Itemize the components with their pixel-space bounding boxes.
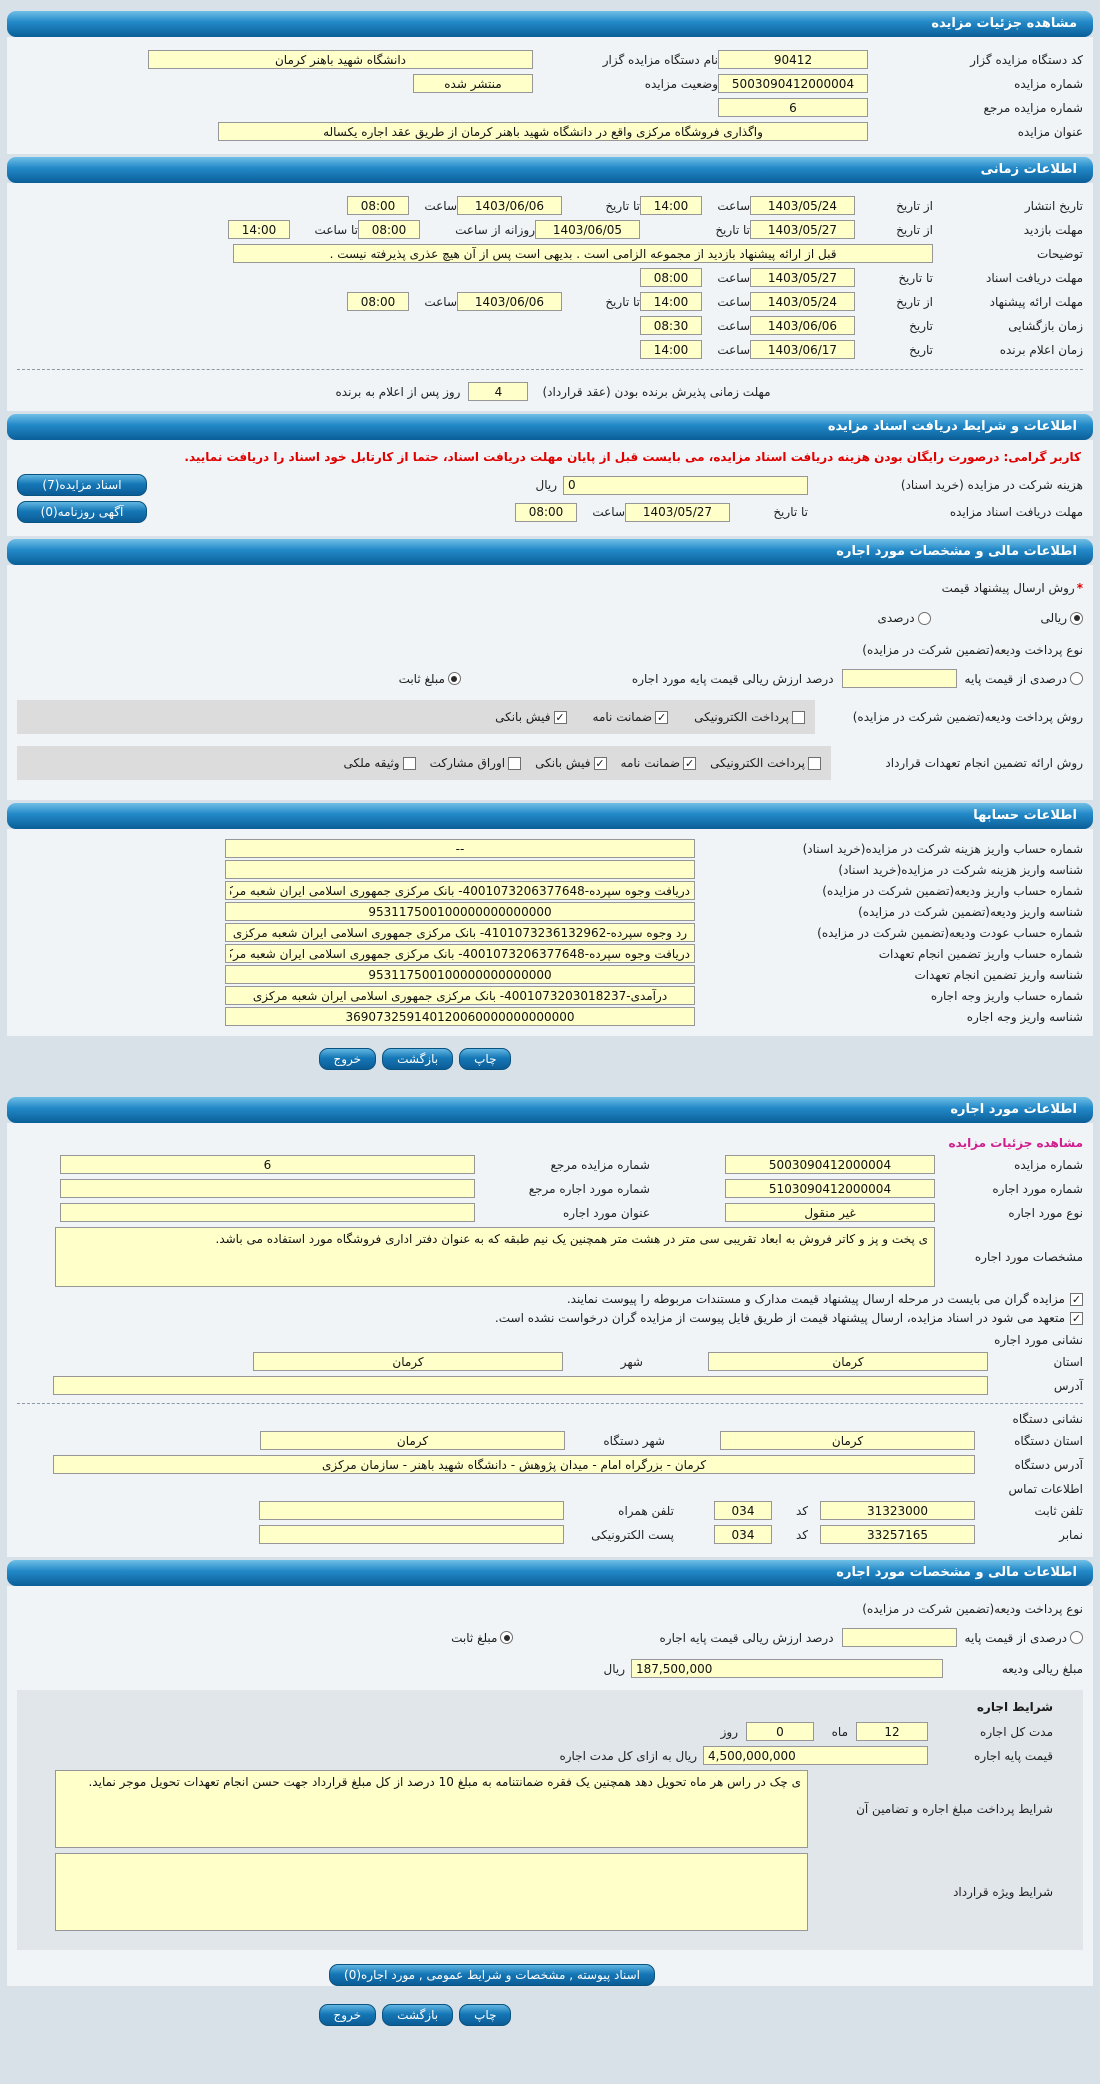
fixed-amount-2-label: مبلغ ثابت — [451, 1630, 498, 1645]
price-percent-option — [878, 611, 931, 625]
auction-number-field[interactable] — [718, 74, 868, 93]
exit-button[interactable]: خروج — [319, 1048, 377, 1070]
auction-view-page — [0, 11, 1100, 2026]
guarantee-method-label: روش ارائه تضمین انجام تعهدات قرارداد — [885, 756, 1083, 770]
lease-item-number-row — [17, 1179, 1083, 1198]
section-header-accounts: اطلاعات حسابها — [7, 803, 1093, 829]
lease-item-number-field[interactable] — [725, 1179, 935, 1198]
rial-radio-label: ریالی — [1040, 611, 1067, 625]
account-row-field[interactable] — [225, 986, 695, 1005]
fixed-amount-2-radio[interactable] — [500, 1631, 513, 1644]
account-row — [17, 902, 1083, 921]
account-row-label: شماره حساب واریز وجه اجاره — [930, 988, 1083, 1003]
deposit-method-label: روش پرداخت ودیعه(تضمین شرکت در مزایده) — [852, 710, 1083, 724]
fee-unit-label: ریال — [535, 478, 557, 492]
auction-status-field[interactable] — [413, 74, 533, 93]
publish-to-time-field[interactable] — [347, 196, 409, 215]
item-province-field[interactable] — [708, 1352, 988, 1371]
guarantee-property-option — [344, 756, 416, 770]
price-rial-option — [1041, 611, 1083, 625]
deposit-guarantee-letter-label: ضمانت نامه — [592, 710, 653, 724]
deposit-fixed-2-option — [451, 1631, 513, 1645]
phone-code-field[interactable] — [714, 1501, 772, 1520]
phone-field[interactable] — [820, 1501, 975, 1520]
item-address-label: آدرس — [1053, 1378, 1083, 1393]
bottom-actions — [0, 2004, 830, 2026]
visit-to-date-field[interactable] — [535, 220, 640, 239]
documents-warning: کاربر گرامی: درصورت رایگان بودن هزینه دریافت اسناد مزایده، می بایست قبل از پایان مهلت دریافت اسناد، حتما از کارتابل خود اسناد را دریافت نمایید. — [184, 450, 1081, 464]
guarantee-property-checkbox[interactable] — [403, 757, 416, 770]
lease-item-type-label: نوع مورد اجاره — [1008, 1205, 1083, 1220]
winner-row — [17, 340, 1083, 359]
payment-terms-label: شرایط پرداخت مبلغ اجاره و تضامین آن — [856, 1802, 1053, 1816]
lease-item-reference-field[interactable] — [60, 1179, 475, 1198]
deposit-electronic-checkbox[interactable] — [792, 711, 805, 724]
deposit-amount-label: مبلغ ریالی ودیعه — [1001, 1661, 1083, 1676]
guarantee-electronic-option — [710, 756, 821, 770]
account-row-label: شماره حساب واریز هزینه شرکت در مزایده(خرید اسناد) — [802, 841, 1083, 856]
guarantee-bank-receipt-label: فیش بانکی — [535, 756, 591, 770]
duration-days-field[interactable] — [746, 1722, 814, 1741]
price-options-row — [17, 611, 1083, 625]
deposit-percent-2-option — [965, 1631, 1083, 1645]
acceptance-row — [17, 370, 1083, 403]
mobile-field[interactable] — [259, 1501, 564, 1520]
guarantee-electronic-label: پرداخت الکترونیکی — [710, 756, 805, 770]
auction-documents-button[interactable]: اسناد مزایده(7) — [17, 474, 147, 496]
offer-row — [17, 292, 1083, 311]
fax-label: نمابر — [1059, 1527, 1083, 1542]
guarantee-method-band — [17, 746, 831, 780]
account-row — [17, 860, 1083, 879]
deposit-percent-2-field[interactable] — [842, 1628, 957, 1647]
guarantee-bonds-label: اوراق مشارکت — [429, 756, 506, 770]
account-row-label: شماره حساب واریز ودیعه(تضمین شرکت در مزایده) — [822, 883, 1083, 898]
notes-label: توضیحات — [1036, 246, 1083, 261]
visit-daily-label: روزانه از ساعت — [455, 222, 535, 237]
deposit-amount-unit: ریال — [603, 1661, 625, 1676]
documents-panel — [7, 440, 1093, 536]
offer-from-time-field[interactable] — [640, 292, 702, 311]
mobile-label: تلفن همراه — [618, 1503, 674, 1518]
auction-number-row — [17, 74, 1083, 93]
publish-to-date-field[interactable] — [457, 196, 562, 215]
special-terms-textarea[interactable] — [55, 1853, 808, 1931]
agency-city-label: شهر دستگاه — [603, 1433, 665, 1448]
offer-from-date-field[interactable] — [750, 292, 855, 311]
agency-province-field[interactable] — [720, 1431, 975, 1450]
fixed-amount-label: مبلغ ثابت — [398, 671, 445, 686]
account-row-label: شناسه واریز تضمین انجام تعهدات — [914, 967, 1083, 982]
deposit-fixed-option — [399, 672, 461, 686]
publish-to-hour-label: ساعت — [424, 198, 457, 213]
account-row — [17, 923, 1083, 942]
deposit-percent-option — [965, 672, 1083, 686]
details-link-row — [17, 1136, 1083, 1150]
deposit-type-2-row — [17, 1602, 1083, 1616]
account-row — [17, 1007, 1083, 1026]
account-row — [17, 986, 1083, 1005]
account-row — [17, 944, 1083, 963]
deposit-percent-label: درصدی از قیمت پایه — [964, 671, 1067, 686]
offer-label: مهلت ارائه پیشنهاد — [989, 294, 1083, 309]
view-auction-details-link[interactable]: مشاهده جزئیات مزایده — [948, 1136, 1083, 1150]
price-method-row — [17, 581, 1083, 595]
visit-from-date-field[interactable] — [750, 220, 855, 239]
documents-deadline-date-field[interactable] — [625, 503, 730, 522]
opening-date-label: تاریخ — [909, 318, 933, 333]
offer-from-label: از تاریخ — [896, 294, 933, 309]
fax-code-label: کد — [795, 1527, 808, 1542]
email-label: پست الکترونیکی — [591, 1527, 674, 1542]
agency-code-label: کد دستگاه مزایده گزار — [970, 52, 1083, 67]
special-terms-row — [31, 1853, 1053, 1931]
documents-deadline-to-label: تا تاریخ — [773, 505, 808, 519]
accounts-panel — [7, 829, 1093, 1036]
duration-months-field[interactable] — [856, 1722, 928, 1741]
publish-row — [17, 196, 1083, 215]
lease-terms-panel — [17, 1690, 1083, 1950]
doc-deadline-date-field[interactable] — [750, 268, 855, 287]
visit-until-label: تا ساعت — [314, 222, 358, 237]
deposit-type-label: نوع پرداخت ودیعه(تضمین شرکت در مزایده) — [862, 643, 1083, 657]
phone-label: تلفن ثابت — [1034, 1503, 1083, 1518]
deposit-amount-row — [17, 1659, 1083, 1678]
email-field[interactable] — [259, 1525, 564, 1544]
guarantee-letter-label: ضمانت نامه — [620, 756, 681, 770]
lease-item-type-field[interactable] — [725, 1203, 935, 1222]
offer-to-label: تا تاریخ — [605, 294, 640, 309]
fax-field[interactable] — [820, 1525, 975, 1544]
duration-label: مدت کل اجاره — [980, 1724, 1053, 1739]
percent-radio-label: درصدی — [877, 611, 915, 625]
account-row-label: شماره حساب عودت ودیعه(تضمین شرکت در مزایده) — [817, 925, 1083, 940]
lease-item-title-label: عنوان مورد اجاره — [562, 1205, 650, 1220]
deposit-percent-2-radio[interactable] — [1070, 1631, 1083, 1644]
notes-row — [17, 244, 1083, 263]
guarantee-bank-receipt-checkbox[interactable] — [594, 757, 607, 770]
agency-code-field[interactable] — [718, 50, 868, 69]
acceptance-suffix: روز پس از اعلام به برنده — [335, 384, 461, 399]
item-province-label: استان — [1053, 1354, 1083, 1369]
lease-specs-row — [17, 1227, 1083, 1287]
rial-radio[interactable] — [1070, 612, 1083, 625]
winner-time-field[interactable] — [640, 340, 702, 359]
winner-date-field[interactable] — [750, 340, 855, 359]
deposit-percent-2-label: درصدی از قیمت پایه — [964, 1630, 1067, 1645]
duration-months-label: ماه — [831, 1724, 848, 1739]
publish-from-label: از تاریخ — [896, 198, 933, 213]
duration-row — [31, 1722, 1053, 1741]
visit-from-time-field[interactable] — [358, 220, 420, 239]
agency-address-row — [17, 1455, 1083, 1474]
lease-auction-reference-label: شماره مزایده مرجع — [550, 1157, 650, 1172]
percent-radio[interactable] — [918, 612, 931, 625]
visit-to-label: تا تاریخ — [715, 222, 750, 237]
price-method-label: روش ارسال پیشنهاد قیمت — [941, 581, 1075, 595]
section-header-timing: اطلاعات زمانی — [7, 157, 1093, 183]
offer-to-hour-label: ساعت — [424, 294, 457, 309]
item-city-field[interactable] — [253, 1352, 563, 1371]
deposit-options-row — [17, 669, 1083, 688]
doc-deadline-time-field[interactable] — [640, 268, 702, 287]
account-row-label: شناسه واریز ودیعه(تضمین شرکت در مزایده) — [858, 904, 1083, 919]
deposit-percent-field[interactable] — [842, 669, 957, 688]
account-row — [17, 881, 1083, 900]
deposit-electronic-option — [694, 710, 805, 724]
account-row — [17, 965, 1083, 984]
base-price-label: قیمت پایه اجاره — [974, 1748, 1053, 1763]
primary-actions — [0, 1048, 830, 1070]
deposit-guarantee-letter-option — [593, 710, 669, 724]
block-gap — [0, 1080, 1100, 1094]
agency-address-section-label: نشانی دستگاه — [1012, 1412, 1083, 1426]
documents-deadline-label: مهلت دریافت اسناد مزایده — [949, 505, 1083, 519]
account-row-field[interactable] — [225, 923, 695, 942]
doc-deadline-to-label: تا تاریخ — [898, 270, 933, 285]
lease-terms-title: شرایط اجاره — [976, 1700, 1053, 1714]
base-price-field[interactable] — [703, 1746, 928, 1765]
account-row-field[interactable] — [225, 944, 695, 963]
no-file-checkbox[interactable] — [1070, 1312, 1083, 1325]
publish-from-date-field[interactable] — [750, 196, 855, 215]
back-button[interactable]: بازگشت — [382, 1048, 453, 1070]
guarantee-bonds-option — [430, 756, 521, 770]
fax-code-field[interactable] — [714, 1525, 772, 1544]
payment-terms-textarea[interactable] — [55, 1770, 808, 1848]
documents-deadline-time-field[interactable] — [515, 503, 577, 522]
base-price-row — [31, 1746, 1053, 1765]
item-city-label: شهر — [620, 1354, 643, 1369]
doc-deadline-hour-label: ساعت — [717, 270, 750, 285]
item-address-province-row — [17, 1352, 1083, 1371]
no-file-note-text: متعهد می شود در اسناد مزایده، ارسال پیشنهاد قیمت از طریق فایل پیوست از مزایده گران درخواست نشده است. — [494, 1311, 1065, 1325]
timing-panel — [7, 183, 1093, 411]
account-row-label: شناسه واریز وجه اجاره — [966, 1009, 1083, 1024]
agency-city-field[interactable] — [260, 1431, 565, 1450]
offer-to-date-field[interactable] — [457, 292, 562, 311]
phone-row — [17, 1501, 1083, 1520]
fee-field[interactable] — [563, 476, 808, 495]
account-row-label: شماره حساب واریز تضمین انجام تعهدات — [878, 946, 1083, 961]
visit-label: مهلت بازدید — [1023, 222, 1083, 237]
account-row-label: شناسه واریز هزینه شرکت در مزایده(خرید اسناد) — [838, 862, 1083, 877]
account-row-field[interactable] — [225, 839, 695, 858]
deposit-type-row — [17, 643, 1083, 657]
deposit-bank-receipt-checkbox[interactable] — [554, 711, 567, 724]
offer-from-hour-label: ساعت — [717, 294, 750, 309]
deposit-method-row — [17, 700, 1083, 734]
attach-docs-note-text: مزایده گران می بایست در مرحله ارسال پیشنهاد قیمت مدارک و مستندات مربوطه را پیوست نمایند. — [566, 1292, 1065, 1306]
base-price-unit: ریال به ازای کل مدت اجاره — [559, 1748, 697, 1763]
auction-details-panel — [7, 37, 1093, 154]
section-header-documents: اطلاعات و شرایط دریافت اسناد مزایده — [7, 414, 1093, 440]
publish-label: تاریخ انتشار — [1024, 198, 1083, 213]
exit-button-bottom[interactable]: خروج — [319, 2004, 377, 2026]
lease-item-type-row — [17, 1203, 1083, 1222]
reference-number-label: شماره مزایده مرجع — [983, 100, 1083, 115]
guarantee-letter-option — [621, 756, 697, 770]
auction-number-label: شماره مزایده — [1014, 76, 1083, 91]
publish-from-time-field[interactable] — [640, 196, 702, 215]
auction-title-row — [17, 122, 1083, 141]
deposit-electronic-label: پرداخت الکترونیکی — [694, 710, 789, 724]
lease-auction-number-field[interactable] — [725, 1155, 935, 1174]
lease-auction-number-row — [17, 1155, 1083, 1174]
lease-item-panel — [7, 1123, 1093, 1557]
attach-docs-checkbox[interactable] — [1070, 1293, 1083, 1306]
offer-to-time-field[interactable] — [347, 292, 409, 311]
special-terms-label: شرایط ویژه قرارداد — [953, 1885, 1053, 1899]
print-button-bottom[interactable]: چاپ — [459, 2004, 511, 2026]
contact-section-label: اطلاعات تماس — [1008, 1482, 1083, 1496]
winner-label: زمان اعلام برنده — [999, 342, 1083, 357]
section-header-lease-item: اطلاعات مورد اجاره — [7, 1097, 1093, 1123]
deposit-options-2-row — [17, 1628, 1083, 1647]
item-address-field[interactable] — [53, 1376, 988, 1395]
fixed-amount-radio[interactable] — [448, 672, 461, 685]
lease-specs-label: مشخصات مورد اجاره — [974, 1250, 1083, 1264]
lease-specs-textarea[interactable] — [55, 1227, 935, 1287]
agency-row — [17, 50, 1083, 69]
no-file-note-row — [17, 1311, 1083, 1325]
fee-label: هزینه شرکت در مزایده (خرید اسناد) — [900, 478, 1083, 492]
lease-item-number-label: شماره مورد اجاره — [992, 1181, 1083, 1196]
opening-hour-label: ساعت — [717, 318, 750, 333]
deposit-percent-2-suffix: درصد ارزش ریالی قیمت پایه اجاره — [659, 1630, 834, 1645]
auction-status-label: وضعیت مزایده — [644, 76, 718, 91]
guarantee-property-label: وثیقه ملکی — [343, 756, 400, 770]
lease-item-reference-label: شماره مورد اجاره مرجع — [528, 1181, 650, 1196]
guarantee-bank-receipt-option — [535, 756, 606, 770]
payment-terms-row — [31, 1770, 1053, 1848]
lease-item-title-field[interactable] — [60, 1203, 475, 1222]
item-address-row — [17, 1376, 1083, 1395]
visit-from-label: از تاریخ — [896, 222, 933, 237]
visit-row — [17, 220, 1083, 239]
winner-hour-label: ساعت — [717, 342, 750, 357]
item-address-section-label: نشانی مورد اجاره — [994, 1333, 1083, 1347]
publish-to-label: تا تاریخ — [605, 198, 640, 213]
financial-panel — [7, 565, 1093, 800]
guarantee-bonds-checkbox[interactable] — [508, 757, 521, 770]
acceptance-days-field[interactable] — [468, 382, 528, 401]
opening-time-field[interactable] — [640, 316, 702, 335]
lease-auction-number-label: شماره مزایده — [1014, 1157, 1083, 1172]
print-button[interactable]: چاپ — [459, 1048, 511, 1070]
address-divider — [17, 1403, 1083, 1404]
doc-deadline-label: مهلت دریافت اسناد — [985, 270, 1083, 285]
reference-number-field[interactable] — [718, 98, 868, 117]
publish-from-hour-label: ساعت — [717, 198, 750, 213]
agency-address-label: آدرس دستگاه — [1014, 1457, 1083, 1472]
agency-province-row — [17, 1431, 1083, 1450]
deposit-amount-field[interactable] — [631, 1659, 943, 1678]
agency-province-label: استان دستگاه — [1014, 1433, 1083, 1448]
guarantee-letter-checkbox[interactable] — [683, 757, 696, 770]
agency-name-field[interactable] — [148, 50, 533, 69]
financial-2-panel — [7, 1586, 1093, 1986]
reference-number-row — [17, 98, 1083, 117]
account-row-field[interactable] — [225, 902, 695, 921]
attached-documents-button[interactable]: اسناد پیوسته , مشخصات و شرایط عمومی , مورد اجاره(0) — [329, 1964, 655, 1986]
opening-row — [17, 316, 1083, 335]
lease-auction-reference-field[interactable] — [60, 1155, 475, 1174]
fee-row — [17, 474, 1083, 496]
winner-date-label: تاریخ — [909, 342, 933, 357]
deposit-type-2-label: نوع پرداخت ودیعه(تضمین شرکت در مزایده) — [862, 1602, 1083, 1616]
opening-date-field[interactable] — [750, 316, 855, 335]
section-header-auction-details: مشاهده جزئیات مزایده — [7, 11, 1093, 37]
guarantee-electronic-checkbox[interactable] — [808, 757, 821, 770]
guarantee-method-row — [17, 746, 1083, 780]
account-row — [17, 839, 1083, 858]
required-asterisk: * — [1076, 581, 1083, 595]
phone-code-label: کد — [795, 1503, 808, 1518]
auction-title-field[interactable] — [218, 122, 868, 141]
account-row-field[interactable] — [225, 965, 695, 984]
fax-row — [17, 1525, 1083, 1544]
attachments-row — [17, 1964, 967, 1986]
documents-deadline-hour-label: ساعت — [592, 505, 625, 519]
opening-label: زمان بازگشایی — [1008, 318, 1083, 333]
deposit-bank-receipt-option — [495, 710, 566, 724]
back-button-bottom[interactable]: بازگشت — [382, 2004, 453, 2026]
notes-field[interactable] — [233, 244, 933, 263]
account-row-field[interactable] — [225, 860, 695, 879]
deposit-percent-radio[interactable] — [1070, 672, 1083, 685]
account-row-field[interactable] — [225, 881, 695, 900]
duration-days-label: روز — [720, 1724, 738, 1739]
account-row-field[interactable] — [225, 1007, 695, 1026]
deposit-method-band — [17, 700, 815, 734]
deposit-bank-receipt-label: فیش بانکی — [495, 710, 551, 724]
newspaper-ads-button[interactable]: آگهی روزنامه(0) — [17, 501, 147, 523]
agency-name-label: نام دستگاه مزایده گزار — [602, 52, 718, 67]
deposit-guarantee-letter-checkbox[interactable] — [655, 711, 668, 724]
visit-to-time-field[interactable] — [228, 220, 290, 239]
documents-deadline-row — [17, 501, 1083, 523]
attach-docs-note-row — [17, 1292, 1083, 1306]
auction-title-label: عنوان مزایده — [1017, 124, 1083, 139]
agency-address-field[interactable] — [53, 1455, 975, 1474]
acceptance-label: مهلت زمانی پذیرش برنده بودن (عقد قرارداد) — [542, 384, 771, 399]
section-header-financial-2: اطلاعات مالی و مشخصات مورد اجاره — [7, 1560, 1093, 1586]
doc-deadline-row — [17, 268, 1083, 287]
section-header-financial: اطلاعات مالی و مشخصات مورد اجاره — [7, 539, 1093, 565]
deposit-percent-suffix: درصد ارزش ریالی قیمت پایه مورد اجاره — [631, 671, 834, 686]
